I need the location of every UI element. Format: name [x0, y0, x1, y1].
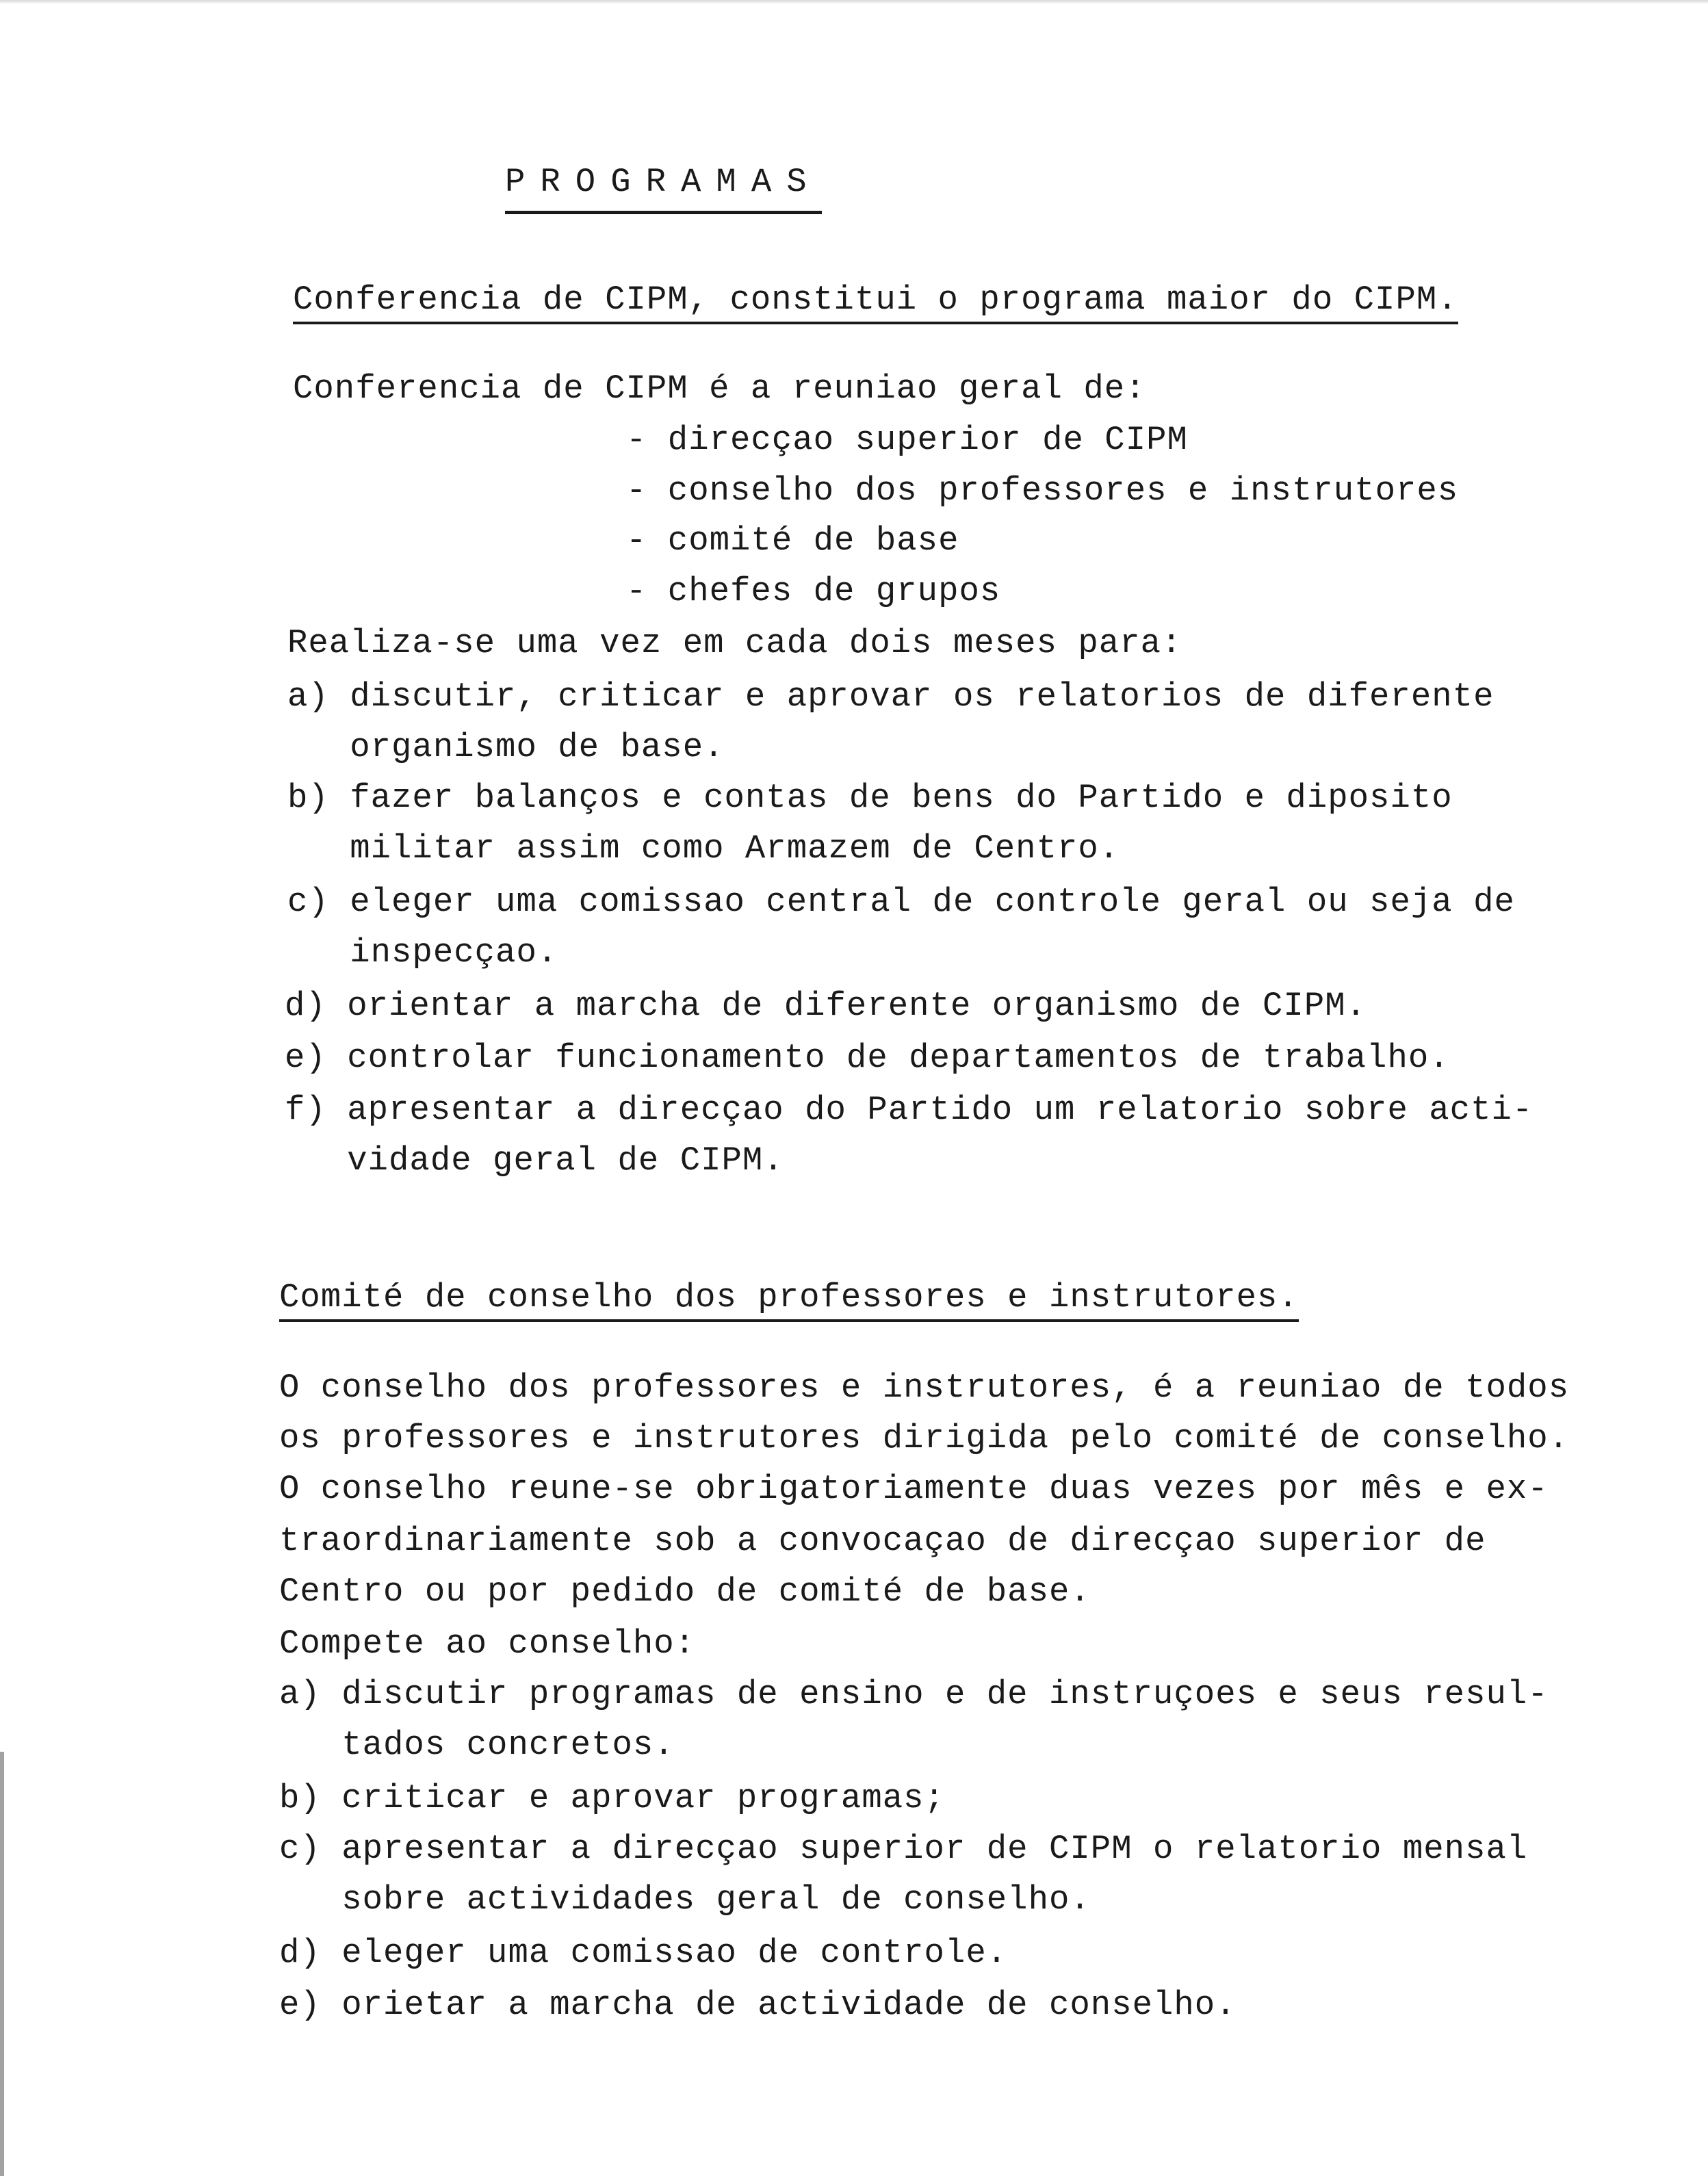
list-item: e) controlar funcionamento de departamentos de trabalho. [285, 1039, 1450, 1077]
list-item: a) discutir, criticar e aprovar os relatorios de diferente [287, 677, 1494, 716]
paragraph-line: os professores e instrutores dirigida pelo comité de conselho. [279, 1419, 1570, 1458]
list-item: e) orietar a marcha de actividade de conselho. [279, 1986, 1237, 2024]
list-item: vidade geral de CIPM. [285, 1141, 784, 1180]
paragraph-line: O conselho dos professores e instrutores, é a reuniao de todos [279, 1369, 1570, 1407]
paragraph-line: Centro ou por pedido de comité de base. [279, 1572, 1091, 1611]
list-item: f) apresentar a direcçao do Partido um relatorio sobre acti- [285, 1091, 1534, 1129]
list-item: c) eleger uma comissao central de controle geral ou seja de [287, 883, 1515, 921]
page-left-edge [0, 1752, 4, 2176]
paragraph-line: traordinariamente sob a convocaçao de direcçao superior de [279, 1522, 1486, 1560]
list-item: tados concretos. [279, 1726, 675, 1764]
page-top-edge [0, 0, 1708, 4]
member-item: - chefes de grupos [626, 572, 1001, 610]
paragraph-line: O conselho reune-se obrigatoriamente duas vezes por mês e ex- [279, 1470, 1549, 1508]
document-title: PROGRAMAS [505, 161, 822, 214]
member-item: - comité de base [626, 521, 959, 560]
list-item: inspecçao. [287, 933, 558, 972]
member-item: - conselho dos professores e instrutores [626, 471, 1459, 510]
list-item: d) orientar a marcha de diferente organismo de CIPM. [285, 987, 1367, 1025]
section1-frequency: Realiza-se uma vez em cada dois meses para: [287, 624, 1182, 662]
list-item: militar assim como Armazem de Centro. [287, 829, 1120, 868]
list-item: c) apresentar a direcçao superior de CIPM o relatorio mensal [279, 1830, 1528, 1868]
list-item: d) eleger uma comissao de controle. [279, 1934, 1008, 1972]
list-item: a) discutir programas de ensino e de instruçoes e seus resul- [279, 1675, 1549, 1713]
section2-heading: Comité de conselho dos professores e instrutores. [279, 1277, 1299, 1322]
paragraph-line: Compete ao conselho: [279, 1624, 696, 1663]
list-item: b) fazer balanços e contas de bens do Partido e diposito [287, 779, 1453, 817]
member-item: - direcçao superior de CIPM [626, 421, 1188, 459]
list-item: organismo de base. [287, 728, 725, 766]
list-item: sobre actividades geral de conselho. [279, 1880, 1091, 1919]
section1-intro: Conferencia de CIPM é a reuniao geral de: [293, 370, 1146, 408]
list-item: b) criticar e aprovar programas; [279, 1779, 945, 1817]
section1-heading: Conferencia de CIPM, constitui o programa maior do CIPM. [293, 279, 1458, 324]
